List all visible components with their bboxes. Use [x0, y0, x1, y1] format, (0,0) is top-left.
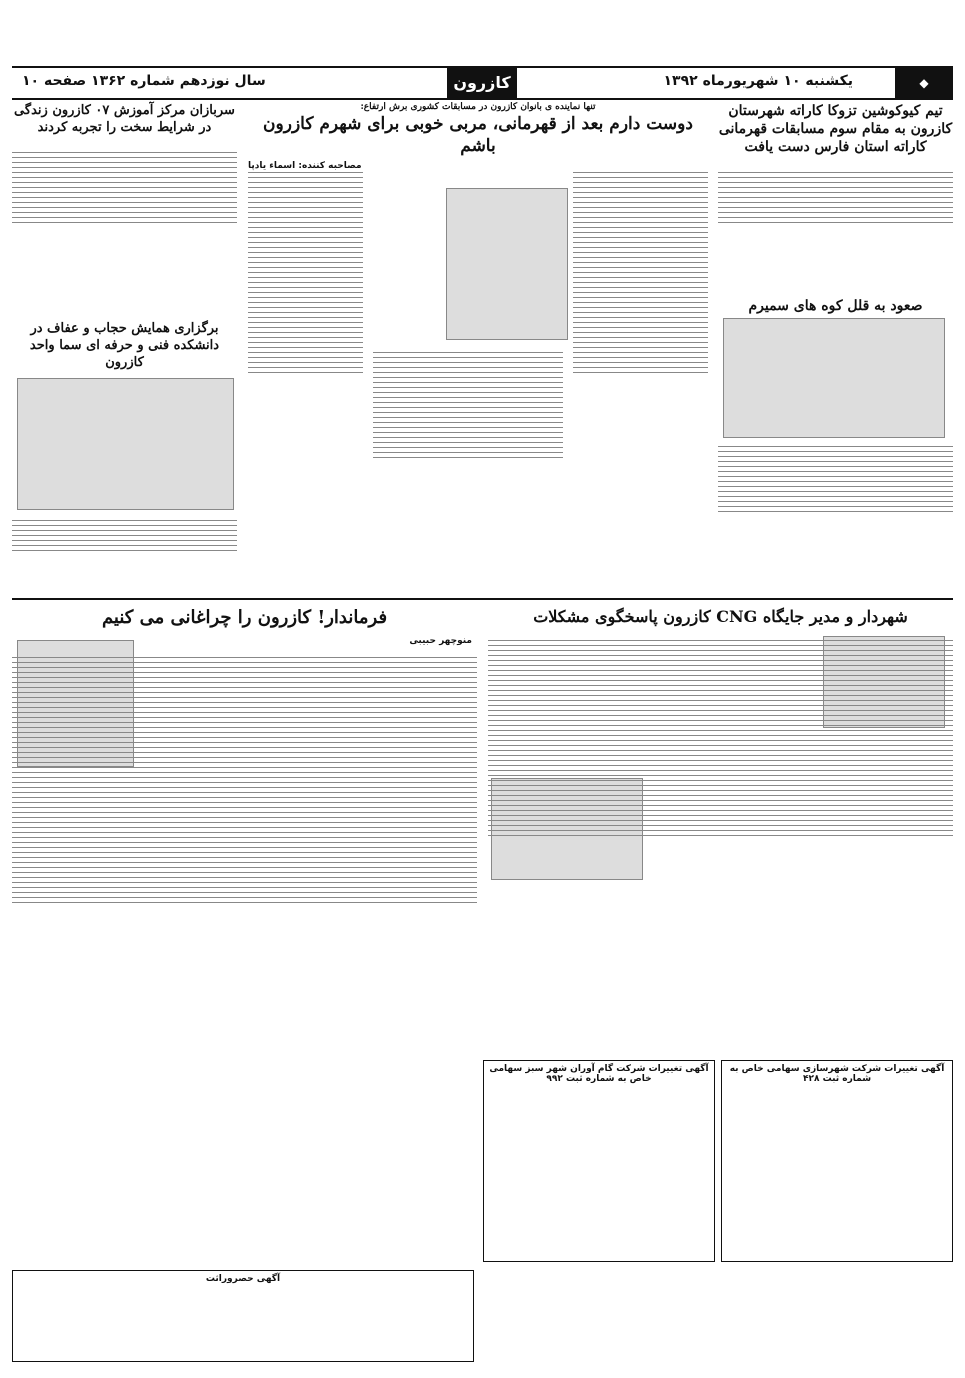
section-divider	[12, 598, 953, 600]
section-title: کازرون	[447, 68, 517, 98]
newspaper-page	[12, 8, 953, 1370]
training-body	[12, 148, 237, 308]
notice-inheritance	[12, 1270, 474, 1362]
interview-headline: دوست دارم بعد از قهرمانی، مربی خوبی برای شهرم کازرون باشم	[263, 114, 693, 156]
hijab-body	[12, 516, 237, 591]
notice-title-428: آگهی تغییرات شرکت شهرسازی سهامی خاص به شماره ثبت ۴۲۸	[729, 1064, 945, 1084]
notice-title-inheritance: آگهی حصروراثت	[205, 1274, 281, 1284]
governor-byline: منوچهر حبیبی	[409, 636, 472, 646]
masthead	[12, 66, 953, 100]
interview-body-col3	[248, 168, 363, 588]
training-header	[12, 102, 237, 136]
hijab-headline: برگزاری همایش حجاب و عفاف در دانشکده فنی و حرفه ای سما واحد کازرون	[29, 321, 220, 370]
interview-body-col1	[573, 168, 708, 588]
mountain-photo	[723, 318, 945, 438]
interview-body-col2	[373, 348, 563, 588]
notice-company-992	[483, 1060, 715, 1262]
cng-body	[488, 636, 953, 1051]
issue-date: یکشنبه ۱۰ شهریورماه ۱۳۹۲	[663, 73, 853, 89]
cng-headline: شهردار و مدیر جایگاه CNG کازرون پاسخگوی مشکلات	[533, 607, 908, 626]
hijab-photo	[17, 378, 234, 510]
interview-header	[248, 102, 708, 172]
logo-icon: ◆	[895, 68, 953, 98]
taekwondo-article	[718, 102, 953, 156]
training-headline: سربازان مرکز آموزش ۰۷ کازرون زندگی در شرایط سخت را تجربه کردند	[14, 103, 235, 135]
governor-headline: فرماندار! کازرون را چراغانی می کنیم	[101, 607, 388, 628]
taekwondo-headline: تیم کیوکوشین تزوکا کاراته شهرستان کازرون به مقام سوم مسابقات قهرمانی کاراته استان فارس دست یافت	[718, 103, 953, 155]
notice-title-992: آگهی تغییرات شرکت گام آوران شهر سبز سهامی خاص به شماره ثبت ۹۹۲	[489, 1064, 709, 1084]
interview-byline: مصاحبه کننده: اسماء یادپا	[248, 161, 362, 171]
issue-info: سال نوزدهم شماره ۱۳۶۲ صفحه ۱۰	[22, 73, 266, 89]
interview-kicker: تنها نماینده ی بانوان کازرون در مسابقات کشوری برش ارتفاع:	[360, 102, 596, 112]
mountain-headline: صعود به قلل کوه های سمیرم	[748, 298, 923, 314]
governor-body	[12, 653, 477, 1163]
mountain-body	[718, 442, 953, 592]
notice-company-428	[721, 1060, 953, 1262]
taekwondo-body	[718, 168, 953, 288]
interview-photo	[446, 188, 568, 340]
